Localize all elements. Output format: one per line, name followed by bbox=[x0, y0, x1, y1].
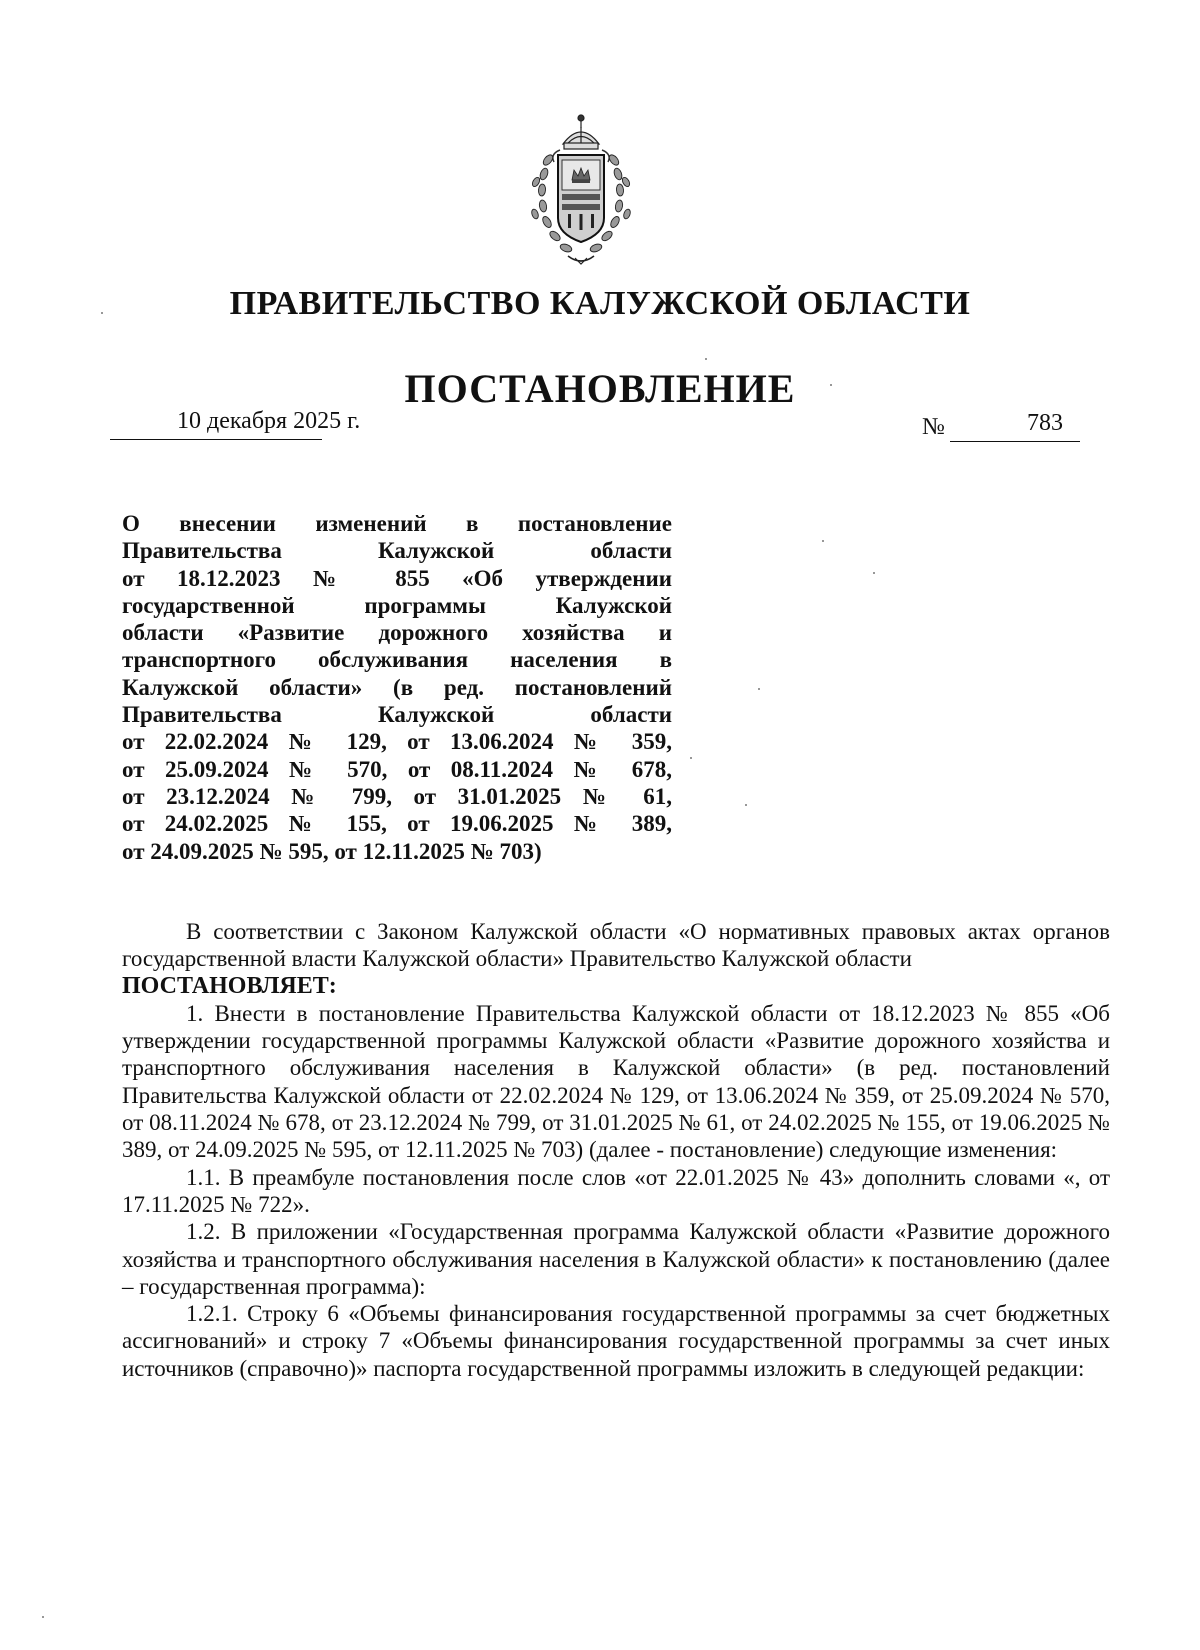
item-1-2-paragraph: 1.2. В приложении «Государственная программа Калужской области «Развитие дорожного хозяйства и транспортного обслуживания населения в Калужской области» к постановлению (далее – государственная программа): bbox=[122, 1219, 1110, 1299]
document-number-label: № bbox=[922, 414, 945, 440]
subject-line: Калужской области» (в ред. постановлений bbox=[122, 674, 672, 700]
subject-line: от 25.09.2024 № 570, от 08.11.2024 № 678, bbox=[122, 756, 672, 782]
subject-line: от 24.02.2025 № 155, от 19.06.2025 № 389, bbox=[122, 811, 672, 837]
document-date: 10 декабря 2025 г. bbox=[177, 408, 361, 434]
preamble-paragraph: В соответствии с Законом Калужской области «О нормативных правовых актах органов государственной власти Калужской области» Правительство Калужской области bbox=[122, 919, 1110, 972]
document-type-title: ПОСТАНОВЛЕНИЕ bbox=[404, 366, 796, 411]
item-1-1-paragraph: 1.1. В преамбуле постановления после слов «от 22.01.2025 № 43» дополнить словами «, от 17.11.2025 № 722». bbox=[122, 1164, 1110, 1217]
date-underline bbox=[110, 439, 322, 440]
number-underline bbox=[950, 441, 1080, 442]
document-subject bbox=[122, 510, 672, 865]
scan-speck bbox=[101, 312, 103, 314]
item-1-2-1-paragraph: 1.2.1. Строку 6 «Объемы финансирования государственной программы за счет бюджетных ассигнований» и строку 7 «Объемы финансирования государственной программы за счет иных источников (справочно)» паспорта государственной программы изложить в следующей редакции: bbox=[122, 1301, 1110, 1381]
scan-speck bbox=[705, 358, 707, 360]
scan-speck bbox=[690, 757, 692, 759]
subject-line: О внесении изменений в постановление bbox=[122, 511, 672, 536]
subject-line: от 24.09.2025 № 595, от 12.11.2025 № 703) bbox=[122, 838, 542, 864]
item-1-paragraph: 1. Внести в постановление Правительства Калужской области от 18.12.2023 № 855 «Об утверждении государственной программы Калужской области «Развитие дорожного хозяйства и транспортного обслуживания населения в Калужской области» (в ред. постановлений Правительства Калужской области от 22.02.2024 № 129, от 13.06.2024 № 359, от 25.09.2024 № 570, от 08.11.2024 № 678, от 23.12.2024 № 799, от 31.01.2025 № 61, от 24.02.2025 № 155, от 19.06.2025 № 389, от 24.09.2025 № 595, от 12.11.2025 № 703) (далее - постановление) следующие изменения: bbox=[122, 1000, 1110, 1163]
subject-line: от 22.02.2024 № 129, от 13.06.2024 № 359, bbox=[122, 729, 672, 755]
scan-speck bbox=[758, 688, 760, 690]
scan-speck bbox=[745, 804, 747, 806]
scan-speck bbox=[830, 384, 832, 386]
subject-line: Правительства Калужской области bbox=[122, 538, 672, 564]
coat-of-arms-icon bbox=[520, 110, 642, 268]
scan-speck bbox=[873, 572, 875, 574]
document-body bbox=[122, 918, 1110, 1382]
document-number: 783 bbox=[1027, 410, 1063, 436]
subject-line: государственной программы Калужской bbox=[122, 592, 672, 618]
subject-line: транспортного обслуживания населения в bbox=[122, 647, 672, 673]
government-title: ПРАВИТЕЛЬСТВО КАЛУЖСКОЙ ОБЛАСТИ bbox=[229, 285, 971, 322]
subject-line: области «Развитие дорожного хозяйства и bbox=[122, 620, 672, 646]
scan-speck bbox=[822, 540, 824, 542]
subject-line: Правительства Калужской области bbox=[122, 702, 672, 728]
subject-line: от 23.12.2024 № 799, от 31.01.2025 № 61, bbox=[122, 783, 672, 809]
subject-line: от 18.12.2023 № 855 «Об утверждении bbox=[122, 565, 672, 591]
decree-word: ПОСТАНОВЛЯЕТ: bbox=[122, 972, 337, 999]
scan-speck bbox=[42, 1616, 44, 1618]
